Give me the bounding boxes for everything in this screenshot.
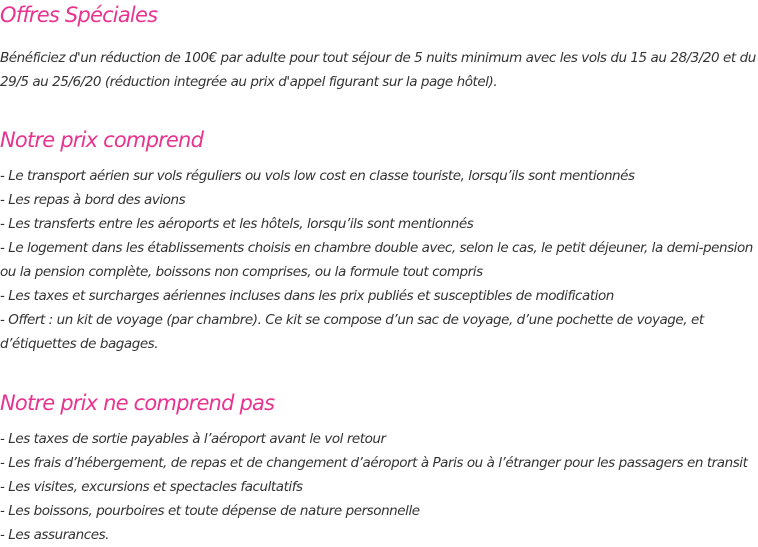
prix-ne-comprend-pas-title: Notre prix ne comprend pas bbox=[0, 391, 275, 415]
prix-ne-comprend-pas-list bbox=[0, 427, 758, 547]
list-item: - Les taxes et surcharges aériennes incluses dans les prix publiés et susceptibles de modification bbox=[0, 288, 614, 304]
list-item: - Les assurances. bbox=[0, 527, 109, 543]
list-item: - Les transferts entre les aéroports et les hôtels, lorsqu’ils sont mentionnés bbox=[0, 216, 474, 232]
list-item: - Offert : un kit de voyage (par chambre). Ce kit se compose d’un sac de voyage, d’une pochette de voyage, et d’étiquettes de bagages. bbox=[0, 312, 704, 352]
list-item: - Les frais d’hébergement, de repas et de changement d’aéroport à Paris ou à l’étranger pour les passagers en transit bbox=[0, 455, 748, 471]
list-item: - Les taxes de sortie payables à l’aéroport avant le vol retour bbox=[0, 431, 386, 447]
list-item: - Les visites, excursions et spectacles facultatifs bbox=[0, 479, 303, 495]
list-item: - Le transport aérien sur vols réguliers ou vols low cost en classe touriste, lorsqu’ils sont mentionnés bbox=[0, 168, 635, 184]
list-item: - Le logement dans les établissements choisis en chambre double avec, selon le cas, le petit déjeuner, la demi-pension ou la pension complète, boissons non comprises, ou la formule tout compris bbox=[0, 240, 753, 280]
list-item: - Les boissons, pourboires et toute dépense de nature personnelle bbox=[0, 503, 420, 519]
offres-speciales-title: Offres Spéciales bbox=[0, 3, 158, 27]
prix-comprend-title: Notre prix comprend bbox=[0, 128, 204, 152]
offres-speciales-text: Bénéficiez d'un réduction de 100€ par adulte pour tout séjour de 5 nuits minimum avec les vols du 15 au 28/3/20 et du 29/5 au 25/6/20 (réduction integrée au prix d'appel figurant sur la page hôtel). bbox=[0, 50, 756, 90]
list-item: - Les repas à bord des avions bbox=[0, 192, 186, 208]
prix-comprend-list bbox=[0, 164, 758, 356]
